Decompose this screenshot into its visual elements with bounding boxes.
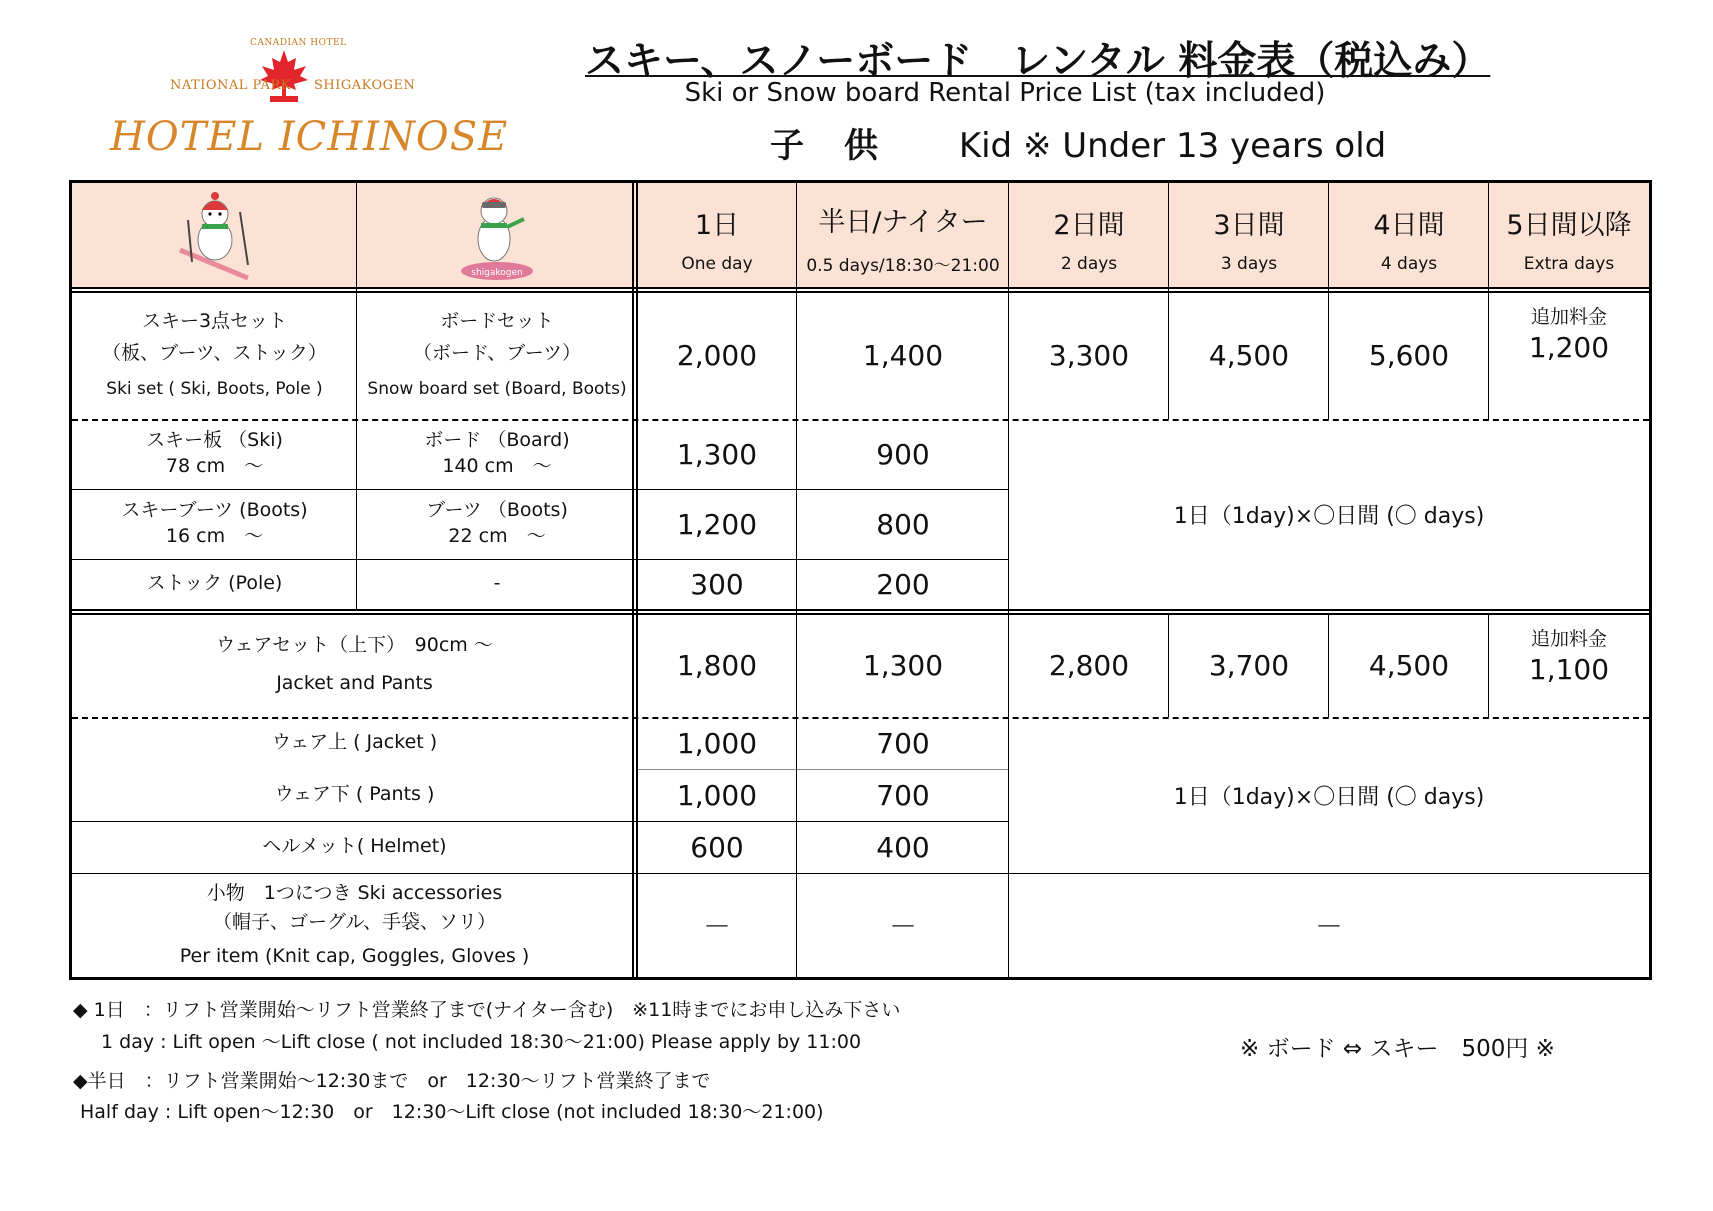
multi-day-formula: 1日（1day)×〇日間 (〇 days) — [1173, 784, 1485, 810]
price-cell: 2,800 — [1048, 648, 1130, 682]
header-board-cell — [357, 183, 637, 287]
divider — [72, 613, 1649, 615]
ski-boots-label — [72, 489, 357, 559]
divider — [72, 489, 1009, 490]
ski-set-label — [72, 291, 357, 419]
extra-label: 追加料金 — [1530, 306, 1607, 328]
price-cell: － — [702, 910, 731, 943]
jacket-label: ウェア上 ( Jacket ) — [271, 731, 438, 754]
extra-price-cell — [1489, 291, 1649, 419]
svg-text:shigakogen: shigakogen — [471, 268, 523, 278]
price-cell: 2,000 — [676, 338, 758, 372]
price-cell: 900 — [876, 437, 930, 471]
price-cell: － — [1314, 910, 1343, 943]
col-header-en: One day — [681, 253, 753, 274]
col-header-4days — [1329, 183, 1489, 287]
price-cell: 1,000 — [676, 726, 758, 760]
wear-set-label — [72, 613, 637, 717]
snowboard-mascot-icon — [452, 187, 542, 283]
price-cell: － — [888, 910, 917, 943]
col-header-jp: 3日間 — [1213, 209, 1285, 241]
col-header-3days — [1169, 183, 1329, 287]
pole-board-label: - — [493, 572, 501, 595]
wear-set-jp: ウェアセット（上下） 90cm ～ — [216, 634, 493, 657]
board-boots-jp: ブーツ （Boots) — [426, 499, 568, 522]
kid-title — [770, 118, 1386, 167]
divider — [632, 183, 634, 977]
pole-label: ストック (Pole) — [146, 572, 283, 595]
note-half-jp: ◆半日 ：リフト営業開始～12:30まで or 12:30～リフト営業終了まで — [73, 1070, 711, 1092]
extra-price: 1,200 — [1528, 330, 1610, 364]
price-cell: 3,300 — [1048, 338, 1130, 372]
col-header-1day — [637, 183, 797, 287]
col-header-2days — [1009, 183, 1169, 287]
price-table — [69, 180, 1652, 980]
price-cell: 200 — [876, 567, 930, 601]
ski-boots-jp: スキーブーツ (Boots) — [121, 499, 308, 522]
board-item-jp: ボード （Board) — [424, 429, 570, 452]
divider — [1328, 183, 1329, 419]
note-day-jp: ◆ 1日 ：リフト営業開始～リフト営業終了まで(ナイター含む) ※11時までにお申し込み下さい — [73, 999, 901, 1021]
col-header-en: 3 days — [1220, 253, 1278, 274]
ski-item-jp: スキー板 （Ski) — [146, 429, 283, 452]
price-cell: 4,500 — [1368, 648, 1450, 682]
ski-set-en: Ski set ( Ski, Boots, Pole ) — [106, 379, 323, 400]
ski-set-jp2: （板、ブーツ、ストック） — [102, 341, 327, 364]
price-cell: 1,200 — [676, 507, 758, 541]
board-item-size: 140 cm ～ — [442, 455, 552, 477]
logo-right-text: SHIGAKOGEN — [314, 78, 416, 93]
divider — [72, 559, 1009, 560]
price-cell: 400 — [876, 830, 930, 864]
price-cell: 700 — [876, 726, 930, 760]
divider — [72, 287, 1649, 289]
ski-mascot-icon — [170, 190, 260, 280]
accessories-en: Per item (Knit cap, Goggles, Gloves ) — [179, 944, 530, 967]
price-cell: 300 — [690, 567, 744, 601]
extra-price: 1,100 — [1528, 652, 1610, 686]
divider — [72, 873, 1649, 874]
board-set-en: Snow board set (Board, Boots) — [367, 379, 627, 400]
note-half-en: Half day : Lift open～12:30 or 12:30～Lift close (not included 18:30～21:00) — [80, 1101, 824, 1123]
divider — [72, 419, 1649, 421]
divider — [636, 183, 638, 977]
col-header-half — [797, 183, 1009, 287]
divider — [1328, 613, 1329, 717]
price-cell: 800 — [876, 507, 930, 541]
board-boots-label — [357, 489, 637, 559]
divider — [796, 183, 797, 977]
wear-set-en: Jacket and Pants — [276, 672, 433, 694]
price-cell: 3,700 — [1208, 648, 1290, 682]
col-header-jp: 2日間 — [1053, 209, 1125, 241]
ski-boots-size: 16 cm ～ — [165, 525, 264, 547]
price-cell: 5,600 — [1368, 338, 1450, 372]
accessories-jp2: （帽子、ゴーグル、手袋、ソリ） — [213, 911, 496, 934]
divider — [637, 769, 1009, 770]
price-cell: 1,800 — [676, 648, 758, 682]
kid-title-en: Kid ※ Under 13 years old — [958, 126, 1387, 166]
col-header-jp: 半日/ナイター — [818, 207, 988, 238]
page-title-jp: スキー、スノーボード レンタル 料金表（税込み） — [585, 39, 1491, 84]
col-header-en: 0.5 days/18:30～21:00 — [806, 256, 1000, 276]
col-header-en: 4 days — [1380, 253, 1438, 274]
divider — [1488, 613, 1489, 717]
kid-title-jp: 子供 — [770, 126, 918, 166]
board-item-label — [357, 419, 637, 489]
ski-item-size: 78 cm ～ — [165, 455, 264, 477]
accessories-label — [72, 873, 637, 977]
logo-left-text: NATIONAL PARK — [170, 78, 291, 93]
ski-set-jp: スキー3点セット — [141, 309, 288, 332]
ski-item-label — [72, 419, 357, 489]
logo-top-text: CANADIAN HOTEL — [250, 38, 347, 48]
board-set-jp: ボードセット — [440, 309, 554, 332]
hotel-logo — [100, 30, 509, 170]
pants-label: ウェア下 ( Pants ) — [274, 783, 435, 806]
divider — [1168, 613, 1169, 717]
page-title-en: Ski or Snow board Rental Price List (tax included) — [684, 78, 1326, 108]
col-header-en: Extra days — [1523, 253, 1615, 274]
board-set-label — [357, 291, 637, 419]
divider — [72, 821, 1009, 822]
swap-note: ※ ボード ⇔ スキー 500円 ※ — [1240, 1036, 1555, 1062]
board-boots-size: 22 cm ～ — [448, 525, 546, 547]
price-cell: 1,400 — [862, 338, 944, 372]
header-ski-cell — [72, 183, 357, 287]
price-cell: 1,300 — [676, 437, 758, 471]
divider — [72, 609, 1649, 611]
divider — [1488, 183, 1489, 419]
col-header-jp: 5日間以降 — [1506, 209, 1632, 241]
multi-day-formula: 1日（1day)×〇日間 (〇 days) — [1173, 503, 1485, 529]
accessories-jp: 小物 1つにつき Ski accessories — [206, 881, 503, 904]
divider — [1008, 183, 1009, 977]
col-header-jp: 1日 — [694, 209, 740, 241]
col-header-en: 2 days — [1060, 253, 1118, 274]
extra-price-cell — [1489, 613, 1649, 717]
helmet-label: ヘルメット( Helmet) — [262, 835, 447, 858]
board-set-jp2: （ボード、ブーツ） — [413, 341, 581, 364]
extra-label: 追加料金 — [1530, 628, 1607, 650]
price-cell: 1,000 — [676, 778, 758, 812]
price-cell: 600 — [690, 830, 744, 864]
divider — [356, 183, 357, 609]
maple-leaf-icon — [256, 48, 312, 104]
note-day-en: 1 day : Lift open ～Lift close ( not included 18:30～21:00) Please apply by 11:00 — [101, 1031, 862, 1053]
price-cell: 4,500 — [1208, 338, 1290, 372]
price-cell: 1,300 — [862, 648, 944, 682]
col-header-extra — [1489, 183, 1649, 287]
col-header-jp: 4日間 — [1373, 209, 1445, 241]
divider — [72, 717, 1649, 719]
price-cell: 700 — [876, 778, 930, 812]
divider — [72, 291, 1649, 293]
divider — [1168, 183, 1169, 419]
logo-hotel-name: HOTEL ICHINOSE — [110, 114, 509, 160]
